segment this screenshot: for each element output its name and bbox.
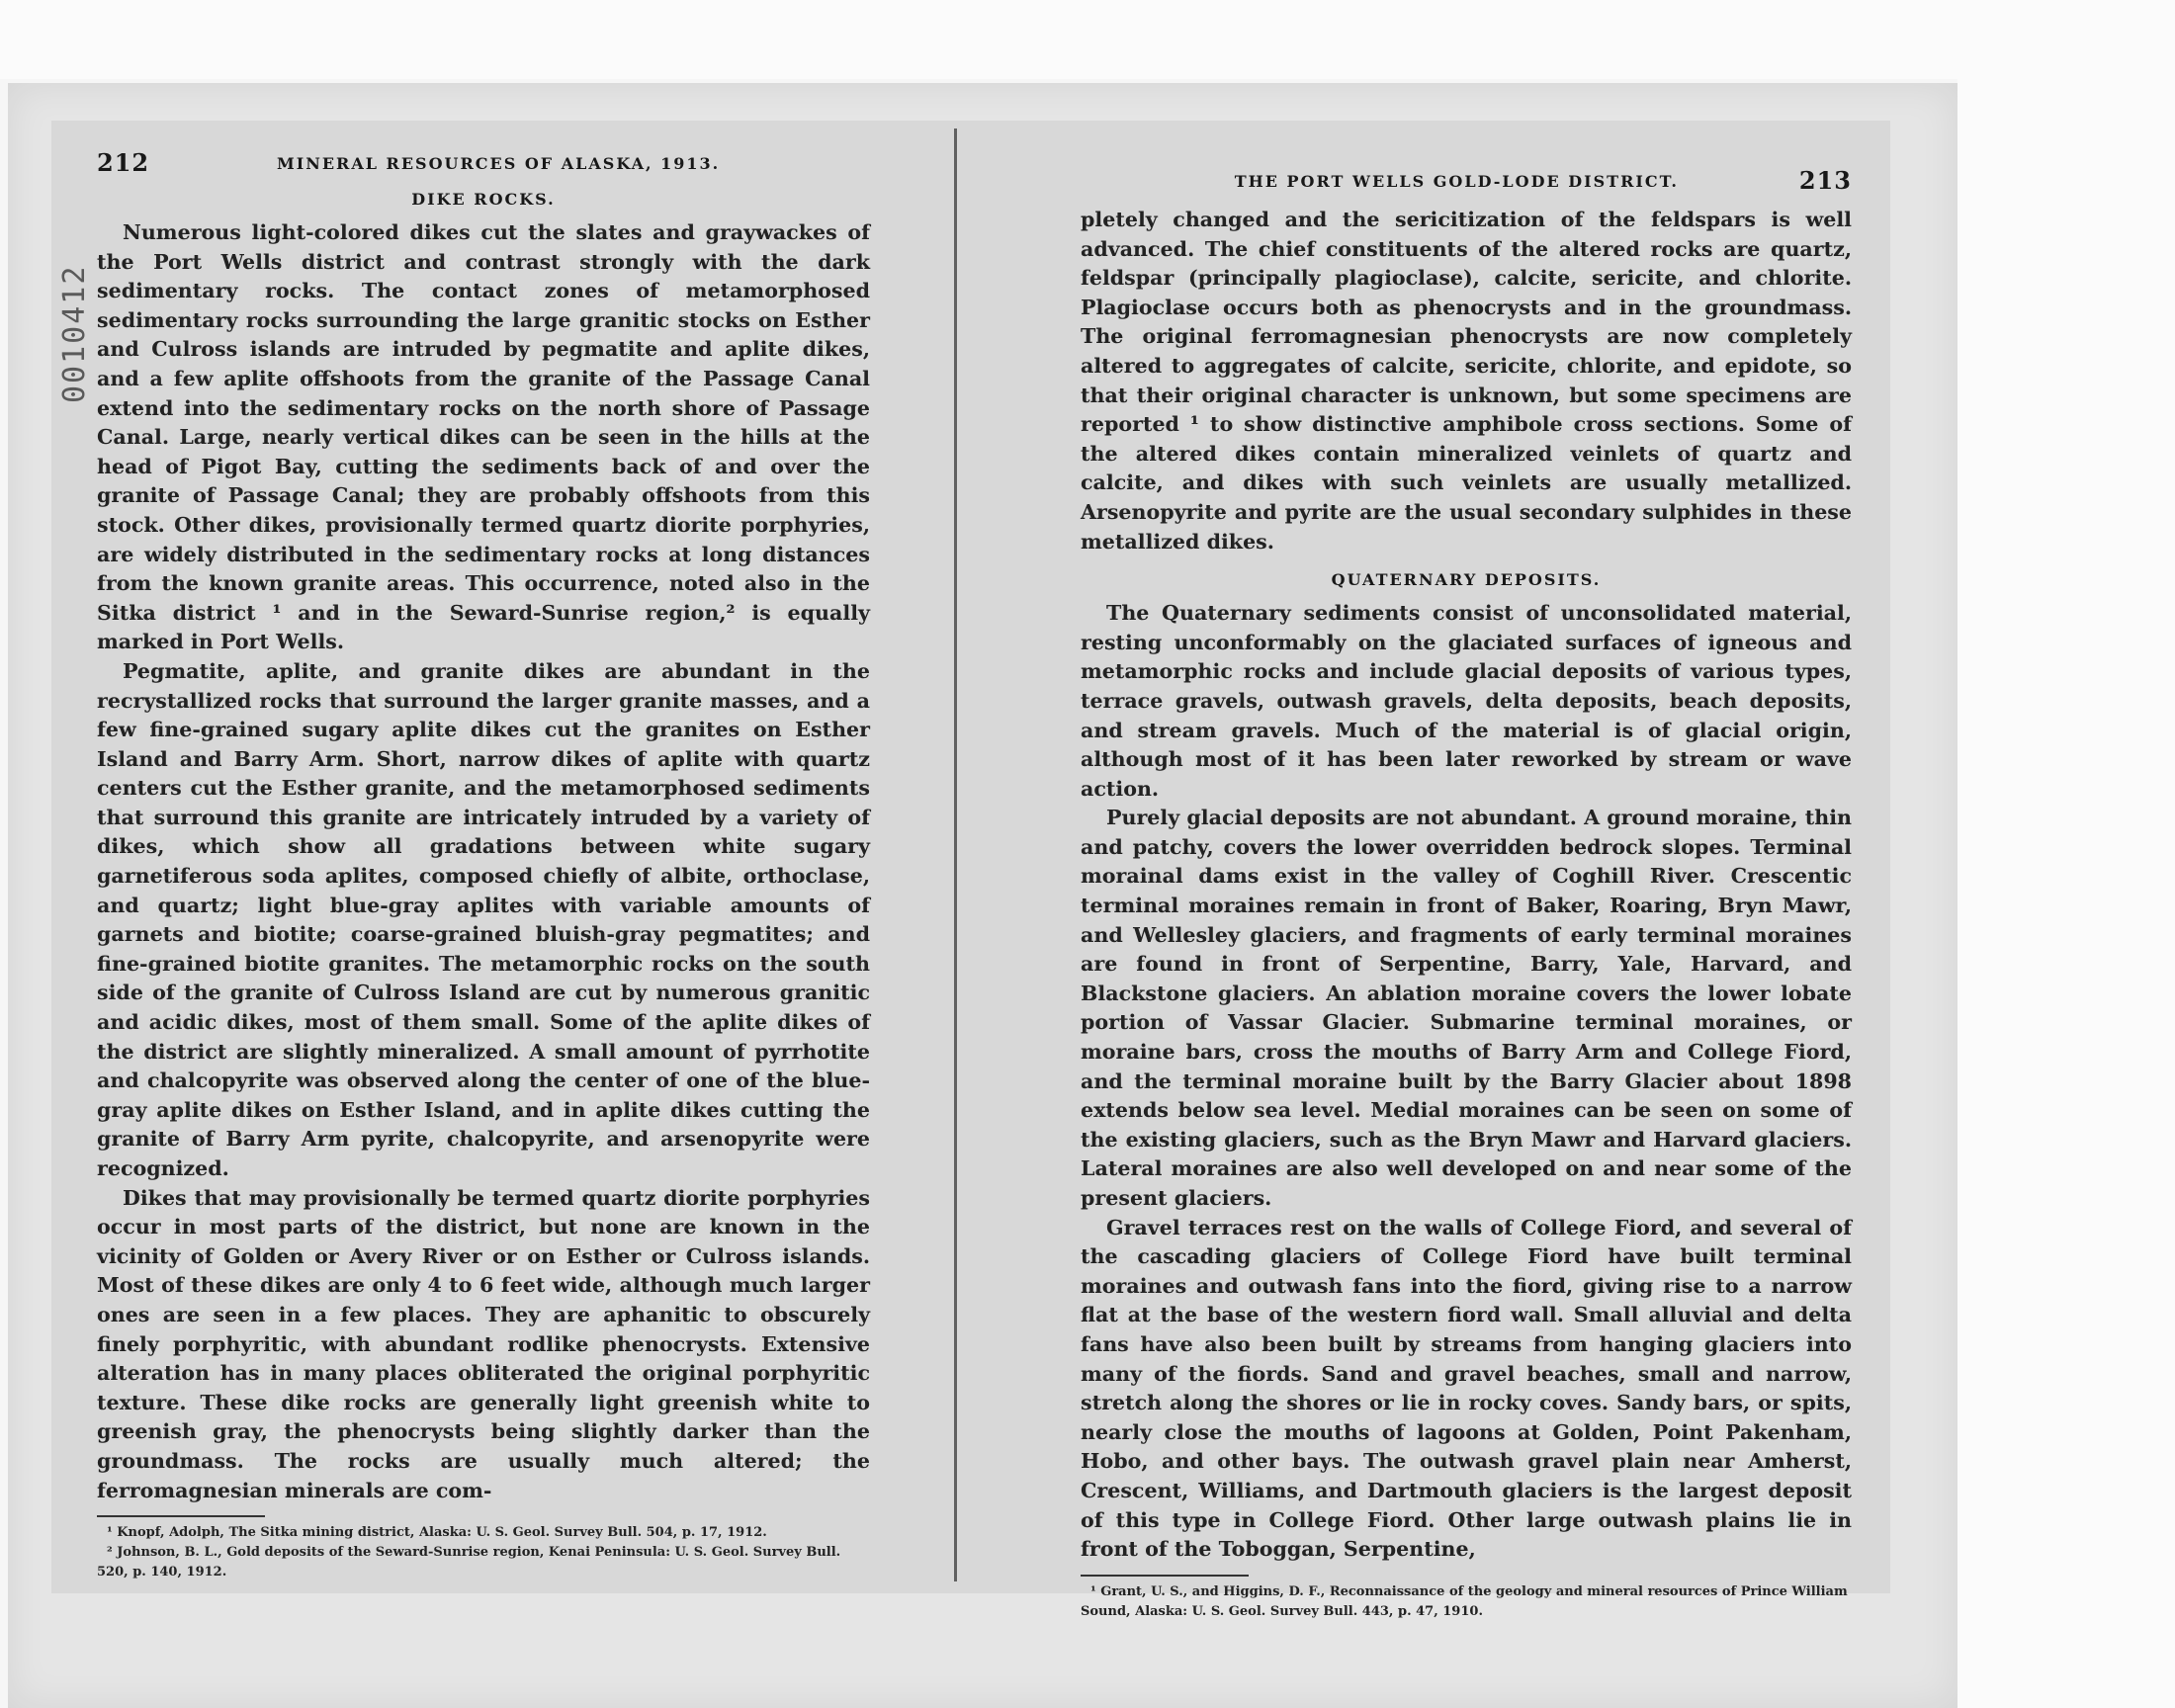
right-page-header [1081,166,1852,206]
paragraph: Purely glacial deposits are not abundant. A ground moraine, thin and patchy, covers the lower overridden bedrock slopes. Terminal morainal dams exist in the valley of Coghill River. Crescentic terminal moraines remain in front of Baker, Roaring, Bryn Mawr, and Wellesley glaciers, and fragments of early terminal moraines are found in front of Serpentine, Barry, Yale, Harvard, and Blackstone glaciers. An ablation moraine covers the lower lobate portion of Vassar Glacier. Submarine terminal moraines, or moraine bars, cross the mouths of Barry Arm and College Fiord, and the terminal moraine built by the Barry Glacier about 1898 extends below sea level. Medial moraines can be seen on some of the existing glaciers, such as the Bryn Mawr and Harvard glaciers. Lateral moraines are also well developed on and near some of the present glaciers. [1081,806,1852,1210]
paragraph: Gravel terraces rest on the walls of College Fiord, and several of the cascading glaciers of College Fiord have built terminal moraines and outwash fans into the fiord, giving rise to a narrow flat at the base of the western fiord wall. Small alluvial and delta fans have also been built by streams from hanging glaciers into many of the fiords. Sand and gravel beaches, small and narrow, stretch along the shores or lie in rocky coves. Sandy bars, or spits, nearly close the mouths of lagoons at Golden, Point Pakenham, Hobo, and other bays. The outwash gravel plain near Amherst, Crescent, Williams, and Dartmouth glaciers is the largest deposit of this type in College Fiord. Other large outwash plains lie in front of the Toboggan, Serpentine, [1081,1215,1852,1562]
scan-margin-right [1958,0,2175,1708]
left-page [97,148,870,1582]
footnote-rule [97,1515,265,1517]
continued-paragraph: pletely changed and the sericitization of the feldspars is well advanced. The chief constituents of the altered rocks are quartz, feldspar (principally plagioclase), calcite, sericite, and chlorite. Plagioclase occurs both as phenocrysts and in the groundmass. The original ferromagnesian phenocrysts are now completely altered to aggregates of calcite, sericite, chlorite, and epidote, so that their original character is unknown, but some specimens are reported ¹ to show distinctive amphibole cross sections. Some of the altered dikes contain mineralized veinlets of quartz and calcite, and dikes with such veinlets are usually metallized. Arsenopyrite and pyrite are the usual secondary sulphides in these metallized dikes. [1081,208,1852,554]
footnote: ¹ Knopf, Adolph, The Sitka mining district, Alaska: U. S. Geol. Survey Bull. 504, p. 17, 1912. [107,1525,767,1541]
running-head: THE PORT WELLS GOLD-LODE DISTRICT. [1234,172,1679,191]
paragraph: Dikes that may provisionally be termed quartz diorite porphyries occur in most parts of the district, but none are known in the vicinity of Golden or Avery River or on Esther or Culross islands. Most of these dikes are only 4 to 6 feet wide, although much larger ones are seen in a few places. They are aphanitic to obscurely finely porphyritic, with abundant rodlike phenocrysts. Extensive alteration has in many places obliterated the original porphyritic texture. These dike rocks are generally light greenish white to greenish gray, the phenocrysts being slightly darker than the groundmass. The rocks are usually much altered; the ferromagnesian minerals are com- [97,1185,870,1502]
page-number: 212 [97,148,150,177]
paragraph: Numerous light-colored dikes cut the slates and graywackes of the Port Wells district and contrast strongly with the dark sedimentary rocks. The contact zones of metamorphosed sedimentary rocks surrounding the large granitic stocks on Esther and Culross islands are intruded by pegmatite and aplite dikes, and a few aplite offshoots from the granite of the Passage Canal extend into the sedimentary rocks on the north shore of Passage Canal. Large, nearly vertical dikes can be seen in the hills at the head of Pigot Bay, cutting the sediments back of and over the granite of Passage Canal; they are probably offshoots from this stock. Other dikes, provisionally termed quartz diorite porphyries, are widely distributed in the sedimentary rocks at long distances from the known granite areas. This occurrence, noted also in the Sitka district ¹ and in the Seward-Sunrise region,² is equally marked in Port Wells. [97,220,870,654]
left-page-header [97,148,870,188]
section-heading: DIKE ROCKS. [411,190,556,209]
page-number: 213 [1798,166,1852,195]
book-gutter [954,128,957,1581]
section-heading: QUATERNARY DEPOSITS. [1331,570,1602,590]
paragraph: Pegmatite, aplite, and granite dikes are abundant in the recrystallized rocks that surround the larger granite masses, and a few fine-grained sugary aplite dikes cut the granites on Esther Island and Barry Arm. Short, narrow dikes of aplite with quartz centers cut the Esther granite, and the metamorphosed sediments that surround this granite are intricately intruded by a variety of dikes, which show all gradations between white sugary garnetiferous soda aplites, composed chiefly of albite, orthoclase, and quartz; light blue-gray aplites with variable amounts of garnets and biotite; coarse-grained bluish-gray pegmatites; and fine-grained biotite granites. The metamorphic rocks on the south side of the granite of Culross Island are cut by numerous granitic and acidic dikes, most of them small. Some of the aplite dikes of the district are slightly mineralized. A small amount of pyrrhotite and chalcopyrite was observed along the center of one of the blue-gray aplite dikes on Esther Island, and in aplite dikes cutting the granite of Barry Arm pyrite, chalcopyrite, and arsenopyrite were recognized. [97,658,870,1180]
archive-stamp: 0010412 [57,264,92,403]
scan-margin-top [0,0,2175,79]
running-head: MINERAL RESOURCES OF ALASKA, 1913. [277,154,721,173]
footnote: ² Johnson, B. L., Gold deposits of the Seward-Sunrise region, Kenai Peninsula: U. S. Geol. Survey Bull. 520, p. 140, 1912. [97,1545,841,1580]
footnote: ¹ Grant, U. S., and Higgins, D. F., Reconnaissance of the geology and mineral resources of Prince William Sound, Alaska: U. S. Geol. Survey Bull. 443, p. 47, 1910. [1081,1583,1848,1619]
footnote-rule [1081,1575,1249,1577]
paragraph: The Quaternary sediments consist of unconsolidated material, resting unconformably on the glaciated surfaces of igneous and metamorphic rocks and include glacial deposits of various types, terrace gravels, outwash gravels, delta deposits, beach deposits, and stream gravels. Much of the material is of glacial origin, although most of it has been later reworked by stream or wave action. [1081,601,1852,801]
right-page [1081,166,1852,1622]
